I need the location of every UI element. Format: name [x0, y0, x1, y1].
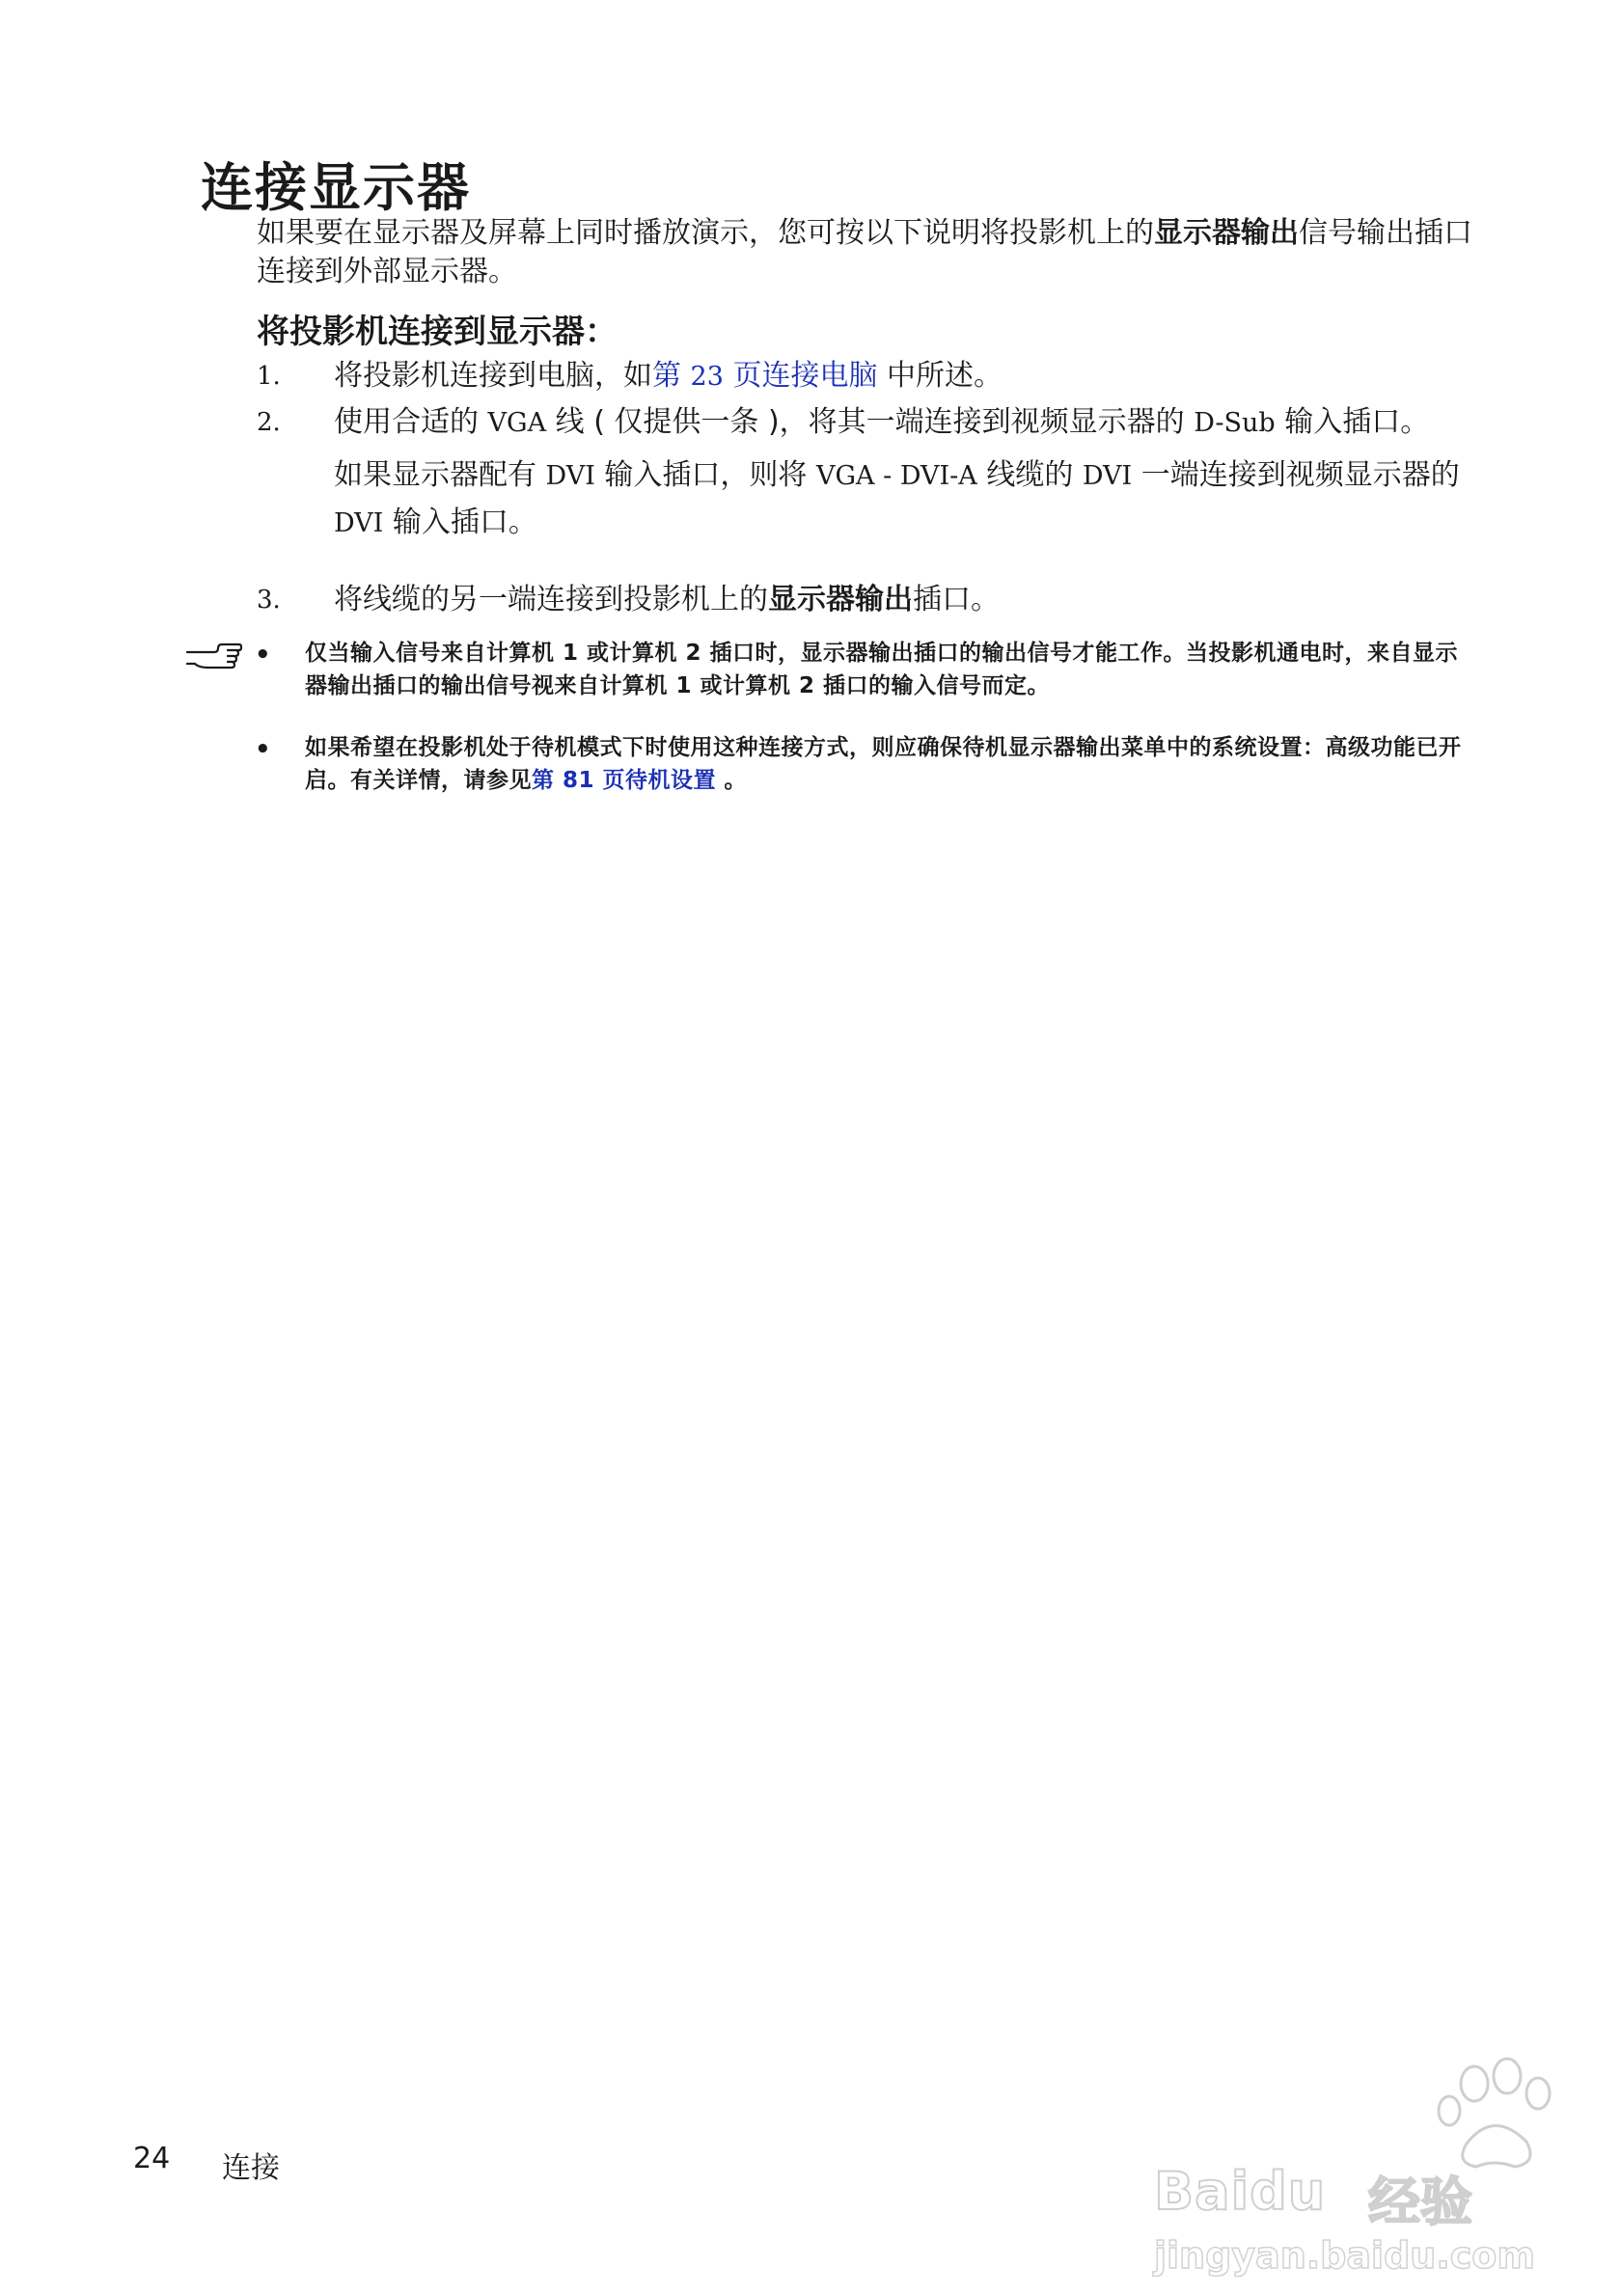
term-dsub: D-Sub — [1194, 408, 1276, 438]
section-subheading: 将投影机连接到显示器： — [257, 313, 618, 351]
step-2-text-c: 输入插口。 — [1275, 405, 1430, 439]
step-1-text-1: 将投影机连接到电脑，如 — [334, 359, 652, 393]
note-2-text-2: 。 — [716, 768, 748, 793]
step-text — [334, 577, 1472, 623]
step-2-paragraph-1 — [334, 399, 1472, 447]
intro-paragraph — [257, 214, 1472, 291]
term-dvi: DVI — [545, 461, 595, 491]
step-text — [334, 353, 1472, 400]
note-2 — [305, 731, 1463, 797]
watermark-brand — [1154, 2161, 1326, 2222]
note-2-text-1: 如果希望在投影机处于待机模式下时使用这种连接方式，则应确保待机显示器输出菜单中的系统设置：高级功能已开启。有关详情，请参见 — [305, 735, 1462, 793]
step-2-text-b: 线 ( 仅提供一条 )，将其一端连接到视频显示器的 — [546, 405, 1195, 439]
note-bullet: • — [255, 641, 271, 670]
step-2-text-f: 线缆的 — [976, 458, 1083, 492]
term-vga-dvi-a: VGA - DVI-A — [815, 461, 977, 491]
step-text — [334, 399, 1472, 547]
intro-text-1: 如果要在显示器及屏幕上同时播放演示，您可按以下说明将投影机上的 — [257, 216, 1154, 250]
link-connect-computer[interactable] — [652, 359, 877, 393]
note-1: 仅当输入信号来自计算机 1 或计算机 2 插口时，显示器输出插口的输出信号才能工作。当投影机通电时，来自显示器输出插口的输出信号视来自计算机 1 或计算机 2 插口的输入信号而定。 — [305, 641, 1459, 698]
term-vga: VGA — [487, 408, 547, 438]
link-standby-settings[interactable]: 第 81 页待机设置 — [532, 768, 717, 793]
step-2-text-h: 输入插口。 — [383, 506, 537, 539]
pointing-hand-icon — [185, 641, 243, 673]
intro-bold-term: 显示器输出 — [1154, 216, 1299, 250]
watermark-brand-tail: du — [1250, 2161, 1327, 2222]
watermark-url: jingyan.baidu.com — [1154, 2234, 1535, 2277]
link-part-2: 页连接电脑 — [723, 359, 878, 393]
step-2-text-a: 使用合适的 — [334, 405, 488, 439]
term-dvi: DVI — [1082, 461, 1133, 491]
step-2-text-d: 如果显示器配有 — [334, 458, 546, 492]
step-2-text-g: 一端连接到视频显示器的 — [1132, 458, 1460, 492]
page-number: 24 — [133, 2142, 171, 2175]
link-page-number: 23 — [690, 362, 724, 392]
step-number: 1. — [257, 362, 281, 391]
step-3-bold-term: 显示器输出 — [768, 583, 913, 616]
link-part-1: 第 — [652, 359, 691, 393]
step-number: 3. — [257, 586, 281, 615]
footer-section-name: 连接 — [222, 2151, 280, 2185]
watermark-brand-head: Bai — [1154, 2161, 1250, 2222]
step-number: 2. — [257, 408, 281, 437]
step-2-paragraph-2 — [334, 452, 1472, 547]
page-title: 连接显示器 — [201, 157, 471, 218]
note-bullet: • — [255, 735, 271, 764]
step-2-text-e: 输入插口，则将 — [594, 458, 816, 492]
watermark-product: 经验 — [1368, 2172, 1472, 2232]
step-1-text-2: 中所述。 — [877, 359, 1003, 393]
intro-text-2: 信号输出插口连接到外部显示器。 — [257, 216, 1472, 288]
step-3-text-1: 将线缆的另一端连接到投影机上的 — [334, 583, 768, 616]
term-dvi: DVI — [334, 508, 384, 538]
step-3-text-2: 插口。 — [913, 583, 1000, 616]
